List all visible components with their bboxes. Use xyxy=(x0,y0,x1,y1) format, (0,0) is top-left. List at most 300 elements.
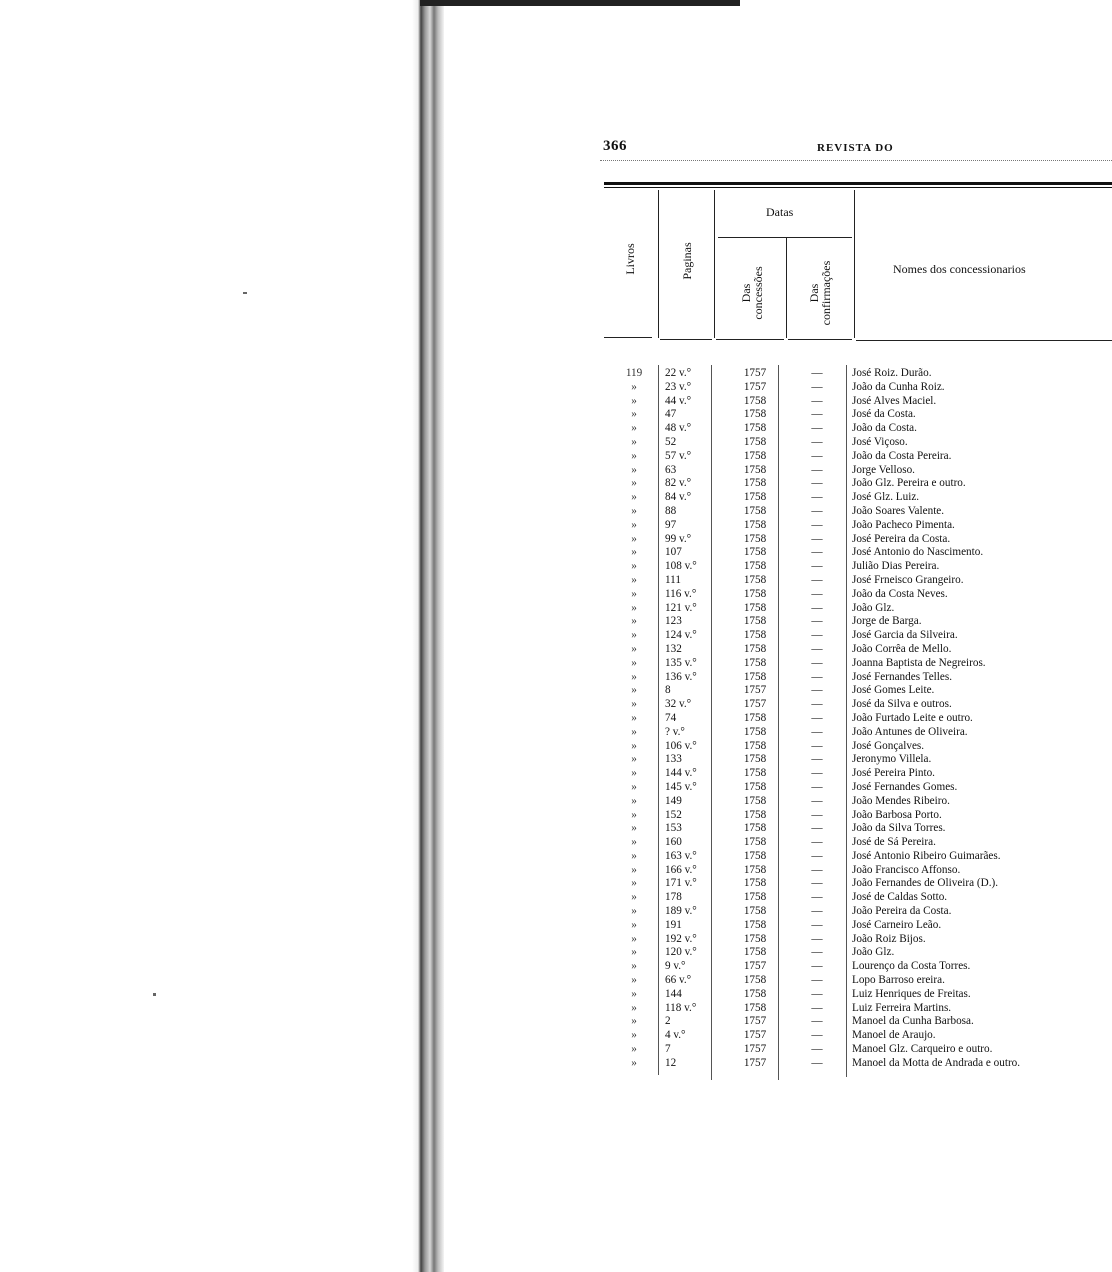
cell-concessao: 1758 xyxy=(743,546,767,559)
table-row xyxy=(610,657,1110,671)
cell-confirmacao: — xyxy=(811,408,823,421)
table-row xyxy=(610,712,1110,726)
cell-pagina: 48 v.° xyxy=(665,422,692,435)
cell-pagina: 97 xyxy=(665,518,677,531)
table-row xyxy=(610,671,1110,685)
cell-confirmacao: — xyxy=(811,1001,823,1014)
table-row xyxy=(610,795,1110,809)
cell-confirmacao: — xyxy=(811,532,823,545)
cell-livro: » xyxy=(631,918,637,931)
cell-pagina: 107 xyxy=(665,546,682,559)
cell-confirmacao: — xyxy=(811,1043,823,1056)
table-row xyxy=(610,367,1110,381)
cell-pagina: 12 xyxy=(665,1056,677,1069)
cell-nome: João Pereira da Costa. xyxy=(852,905,952,918)
table-row xyxy=(610,767,1110,781)
cell-pagina: 120 v.° xyxy=(665,946,697,959)
cell-nome: José Fernandes Telles. xyxy=(852,670,952,683)
cell-nome: João da Costa Pereira. xyxy=(852,449,952,462)
cell-confirmacao: — xyxy=(811,435,823,448)
header-nomes: Nomes dos concessionarios xyxy=(893,262,1026,276)
cell-livro: » xyxy=(631,518,637,531)
cell-concessao: 1757 xyxy=(743,1043,767,1056)
cell-livro: » xyxy=(631,891,637,904)
cell-concessao: 1758 xyxy=(743,601,767,614)
cell-nome: José Fernandes Gomes. xyxy=(852,780,958,793)
cell-pagina: 124 v.° xyxy=(665,629,697,642)
header-rule xyxy=(600,160,1112,161)
cell-concessao: 1758 xyxy=(743,656,767,669)
table-row xyxy=(610,1015,1110,1029)
book-gutter xyxy=(412,0,444,1272)
cell-nome: José de Sá Pereira. xyxy=(852,836,936,849)
table-row xyxy=(610,684,1110,698)
cell-confirmacao: — xyxy=(811,504,823,517)
cell-confirmacao: — xyxy=(811,601,823,614)
cell-livro: » xyxy=(631,849,637,862)
cell-nome: João Mendes Ribeiro. xyxy=(852,794,950,807)
cell-concessao: 1758 xyxy=(743,422,767,435)
table-row xyxy=(610,905,1110,919)
left-blank-page xyxy=(0,0,420,1272)
cell-concessao: 1758 xyxy=(743,532,767,545)
cell-pagina: 145 v.° xyxy=(665,780,697,793)
cell-livro: » xyxy=(631,435,637,448)
cell-livro: » xyxy=(631,987,637,1000)
cell-livro: » xyxy=(631,656,637,669)
cell-nome: João Soares Valente. xyxy=(852,504,945,517)
table-row xyxy=(610,822,1110,836)
cell-concessao: 1758 xyxy=(743,573,767,586)
table-row xyxy=(610,615,1110,629)
cell-pagina: 63 xyxy=(665,463,677,476)
cell-concessao: 1758 xyxy=(743,518,767,531)
cell-nome: José Pereira Pinto. xyxy=(852,767,935,780)
table-row xyxy=(610,588,1110,602)
cell-confirmacao: — xyxy=(811,587,823,600)
cell-nome: Jorge de Barga. xyxy=(852,615,922,628)
cell-confirmacao: — xyxy=(811,946,823,959)
cell-pagina: 191 xyxy=(665,918,682,931)
cell-livro: » xyxy=(631,670,637,683)
cell-nome: José da Silva e outros. xyxy=(852,698,952,711)
cell-concessao: 1758 xyxy=(743,808,767,821)
cell-pagina: 74 xyxy=(665,711,677,724)
table-row xyxy=(610,602,1110,616)
cell-livro: » xyxy=(631,394,637,407)
page-number: 366 xyxy=(603,138,627,154)
cell-confirmacao: — xyxy=(811,656,823,669)
table-row xyxy=(610,781,1110,795)
cell-pagina: 133 xyxy=(665,753,682,766)
cell-confirmacao: — xyxy=(811,518,823,531)
table-row xyxy=(610,477,1110,491)
table-row xyxy=(610,629,1110,643)
cell-concessao: 1758 xyxy=(743,780,767,793)
table-row xyxy=(610,1029,1110,1043)
cell-livro: » xyxy=(631,463,637,476)
cell-livro: » xyxy=(631,408,637,421)
cell-pagina: 160 xyxy=(665,836,682,849)
cell-pagina: 163 v.° xyxy=(665,849,697,862)
cell-nome: João Furtado Leite e outro. xyxy=(852,711,973,724)
cell-nome: João Antunes de Oliveira. xyxy=(852,725,968,738)
cell-confirmacao: — xyxy=(811,767,823,780)
cell-concessao: 1757 xyxy=(743,698,767,711)
cell-concessao: 1758 xyxy=(743,905,767,918)
cell-confirmacao: — xyxy=(811,615,823,628)
cell-livro: » xyxy=(631,974,637,987)
cell-nome: José Pereira da Costa. xyxy=(852,532,951,545)
cell-nome: José Carneiro Leão. xyxy=(852,918,942,931)
cell-livro: » xyxy=(631,711,637,724)
header-bottom-rule xyxy=(660,339,712,340)
table-row xyxy=(610,1043,1110,1057)
cell-concessao: 1758 xyxy=(743,849,767,862)
column-rule xyxy=(786,238,787,338)
table-row xyxy=(610,974,1110,988)
table-row xyxy=(610,960,1110,974)
cell-concessao: 1757 xyxy=(743,380,767,393)
table-row xyxy=(610,464,1110,478)
cell-concessao: 1758 xyxy=(743,587,767,600)
cell-concessao: 1758 xyxy=(743,739,767,752)
cell-nome: Joanna Baptista de Negreiros. xyxy=(852,656,986,669)
cell-concessao: 1758 xyxy=(743,987,767,1000)
cell-concessao: 1758 xyxy=(743,753,767,766)
header-das-concessoes: Das concessões xyxy=(739,266,765,320)
cell-confirmacao: — xyxy=(811,573,823,586)
cell-livro: » xyxy=(631,504,637,517)
cell-livro: » xyxy=(631,877,637,890)
cell-pagina: 22 v.° xyxy=(665,367,692,379)
cell-confirmacao: — xyxy=(811,753,823,766)
paper-speck xyxy=(243,292,247,294)
cell-concessao: 1758 xyxy=(743,822,767,835)
book-gutter-shadow xyxy=(420,0,740,6)
table-row xyxy=(610,740,1110,754)
table-row xyxy=(610,436,1110,450)
table-row xyxy=(610,422,1110,436)
cell-pagina: 9 v.° xyxy=(665,960,686,973)
cell-confirmacao: — xyxy=(811,794,823,807)
table-row xyxy=(610,533,1110,547)
cell-nome: João Glz. Pereira e outro. xyxy=(852,477,966,490)
cell-livro: » xyxy=(631,767,637,780)
running-head: REVISTA DO xyxy=(817,142,894,154)
cell-pagina: 144 v.° xyxy=(665,767,697,780)
cell-livro: » xyxy=(631,753,637,766)
cell-confirmacao: — xyxy=(811,670,823,683)
cell-nome: Lourenço da Costa Torres. xyxy=(852,960,971,973)
cell-nome: Jeronymo Villela. xyxy=(852,753,932,766)
cell-nome: José Alves Maciel. xyxy=(852,394,937,407)
cell-nome: José Viçoso. xyxy=(852,435,908,448)
column-rule xyxy=(658,190,659,338)
cell-livro: » xyxy=(631,1029,637,1042)
cell-pagina: 4 v.° xyxy=(665,1029,686,1042)
cell-confirmacao: — xyxy=(811,960,823,973)
cell-nome: José Gomes Leite. xyxy=(852,684,935,697)
table-row xyxy=(610,450,1110,464)
cell-confirmacao: — xyxy=(811,463,823,476)
cell-nome: João Glz. xyxy=(852,946,895,959)
cell-livro: » xyxy=(631,615,637,628)
table-row xyxy=(610,519,1110,533)
cell-livro: » xyxy=(631,560,637,573)
cell-confirmacao: — xyxy=(811,422,823,435)
cell-concessao: 1757 xyxy=(743,367,767,379)
cell-nome: Luiz Ferreira Martins. xyxy=(852,1001,952,1014)
cell-livro: » xyxy=(631,960,637,973)
cell-nome: Manoel de Araujo. xyxy=(852,1029,936,1042)
cell-concessao: 1758 xyxy=(743,435,767,448)
cell-livro: » xyxy=(631,932,637,945)
cell-nome: Jorge Velloso. xyxy=(852,463,915,476)
table-body xyxy=(610,367,1110,1071)
cell-pagina: 23 v.° xyxy=(665,380,692,393)
table-row xyxy=(610,919,1110,933)
cell-confirmacao: — xyxy=(811,780,823,793)
cell-concessao: 1758 xyxy=(743,629,767,642)
cell-confirmacao: — xyxy=(811,987,823,1000)
table-row xyxy=(610,698,1110,712)
table-row xyxy=(610,946,1110,960)
cell-nome: João Roiz Bijos. xyxy=(852,932,926,945)
cell-pagina: 132 xyxy=(665,642,682,655)
cell-nome: Luiz Henriques de Freitas. xyxy=(852,987,971,1000)
cell-pagina: 32 v.° xyxy=(665,698,692,711)
header-bottom-rule xyxy=(856,340,1112,341)
cell-livro: » xyxy=(631,822,637,835)
table-row xyxy=(610,1002,1110,1016)
cell-confirmacao: — xyxy=(811,808,823,821)
cell-livro: » xyxy=(631,1015,637,1028)
cell-pagina: 106 v.° xyxy=(665,739,697,752)
cell-pagina: 118 v.° xyxy=(665,1001,697,1014)
cell-confirmacao: — xyxy=(811,863,823,876)
cell-livro: » xyxy=(631,1056,637,1069)
cell-confirmacao: — xyxy=(811,849,823,862)
cell-pagina: 171 v.° xyxy=(665,877,697,890)
cell-confirmacao: — xyxy=(811,932,823,945)
cell-concessao: 1758 xyxy=(743,794,767,807)
cell-concessao: 1758 xyxy=(743,891,767,904)
table-row xyxy=(610,877,1110,891)
cell-pagina: 178 xyxy=(665,891,682,904)
cell-livro: » xyxy=(631,946,637,959)
cell-livro: » xyxy=(631,422,637,435)
cell-concessao: 1758 xyxy=(743,463,767,476)
header-livros: Livros xyxy=(623,243,637,275)
cell-livro: » xyxy=(631,587,637,600)
table-row xyxy=(610,864,1110,878)
cell-concessao: 1758 xyxy=(743,642,767,655)
cell-confirmacao: — xyxy=(811,698,823,711)
cell-nome: João da Costa Neves. xyxy=(852,587,948,600)
cell-livro: 119 xyxy=(625,367,643,379)
cell-pagina: 57 v.° xyxy=(665,449,692,462)
cell-pagina: 88 xyxy=(665,504,677,517)
cell-livro: » xyxy=(631,725,637,738)
cell-nome: José Frneisco Grangeiro. xyxy=(852,573,964,586)
cell-concessao: 1758 xyxy=(743,974,767,987)
cell-confirmacao: — xyxy=(811,546,823,559)
cell-nome: João Glz. xyxy=(852,601,895,614)
cell-confirmacao: — xyxy=(811,1015,823,1028)
cell-livro: » xyxy=(631,1043,637,1056)
table-row xyxy=(610,850,1110,864)
cell-nome: José Gonçalves. xyxy=(852,739,925,752)
cell-confirmacao: — xyxy=(811,449,823,462)
cell-confirmacao: — xyxy=(811,905,823,918)
cell-livro: » xyxy=(631,642,637,655)
cell-confirmacao: — xyxy=(811,1056,823,1069)
cell-confirmacao: — xyxy=(811,918,823,931)
cell-livro: » xyxy=(631,780,637,793)
cell-livro: » xyxy=(631,836,637,849)
table-top-rule xyxy=(604,182,1112,188)
cell-livro: » xyxy=(631,808,637,821)
cell-livro: » xyxy=(631,684,637,697)
cell-concessao: 1758 xyxy=(743,1001,767,1014)
cell-confirmacao: — xyxy=(811,367,823,379)
cell-concessao: 1757 xyxy=(743,1056,767,1069)
cell-pagina: 116 v.° xyxy=(665,587,697,600)
header-das-confirmacoes: Das confirmações xyxy=(807,260,833,326)
cell-pagina: 108 v.° xyxy=(665,560,697,573)
table-row xyxy=(610,1057,1110,1071)
cell-concessao: 1758 xyxy=(743,491,767,504)
header-bottom-rule xyxy=(604,337,652,338)
cell-concessao: 1758 xyxy=(743,394,767,407)
cell-concessao: 1758 xyxy=(743,877,767,890)
cell-concessao: 1758 xyxy=(743,670,767,683)
cell-concessao: 1757 xyxy=(743,1029,767,1042)
cell-nome: Manoel da Motta de Andrada e outro. xyxy=(852,1056,1021,1069)
cell-nome: José Glz. Luiz. xyxy=(852,491,920,504)
cell-confirmacao: — xyxy=(811,1029,823,1042)
header-datas: Datas xyxy=(766,205,794,219)
cell-concessao: 1758 xyxy=(743,449,767,462)
cell-nome: José da Costa. xyxy=(852,408,916,421)
table-row xyxy=(610,933,1110,947)
cell-pagina: 47 xyxy=(665,408,677,421)
table-row xyxy=(610,408,1110,422)
table-row xyxy=(610,505,1110,519)
cell-pagina: 152 xyxy=(665,808,682,821)
cell-pagina: 121 v.° xyxy=(665,601,697,614)
cell-concessao: 1758 xyxy=(743,767,767,780)
cell-pagina: 149 xyxy=(665,794,682,807)
cell-confirmacao: — xyxy=(811,642,823,655)
cell-concessao: 1758 xyxy=(743,477,767,490)
cell-pagina: 2 xyxy=(665,1015,671,1028)
table-row xyxy=(610,381,1110,395)
cell-nome: Manoel Glz. Carqueiro e outro. xyxy=(852,1043,993,1056)
cell-pagina: 84 v.° xyxy=(665,491,692,504)
cell-confirmacao: — xyxy=(811,491,823,504)
table-row xyxy=(610,753,1110,767)
cell-nome: José Antonio Ribeiro Guimarães. xyxy=(852,849,1001,862)
cell-concessao: 1758 xyxy=(743,918,767,931)
cell-confirmacao: — xyxy=(811,739,823,752)
cell-nome: Lopo Barroso ereira. xyxy=(852,974,945,987)
table-row xyxy=(610,395,1110,409)
table-row xyxy=(610,491,1110,505)
cell-livro: » xyxy=(631,573,637,586)
cell-concessao: 1757 xyxy=(743,684,767,697)
cell-concessao: 1758 xyxy=(743,615,767,628)
cell-livro: » xyxy=(631,380,637,393)
cell-livro: » xyxy=(631,905,637,918)
cell-nome: João Pacheco Pimenta. xyxy=(852,518,955,531)
cell-nome: João Fernandes de Oliveira (D.). xyxy=(852,877,999,890)
cell-livro: » xyxy=(631,739,637,752)
cell-livro: » xyxy=(631,794,637,807)
datas-rule xyxy=(718,237,852,238)
column-rule xyxy=(714,190,715,338)
header-bottom-rule xyxy=(716,339,784,340)
cell-livro: » xyxy=(631,863,637,876)
cell-confirmacao: — xyxy=(811,877,823,890)
cell-concessao: 1758 xyxy=(743,504,767,517)
cell-concessao: 1758 xyxy=(743,408,767,421)
cell-livro: » xyxy=(631,449,637,462)
cell-pagina: 135 v.° xyxy=(665,656,697,669)
cell-confirmacao: — xyxy=(811,974,823,987)
cell-confirmacao: — xyxy=(811,380,823,393)
table-row xyxy=(610,891,1110,905)
cell-livro: » xyxy=(631,698,637,711)
table-row xyxy=(610,726,1110,740)
cell-nome: João Corrêa de Mello. xyxy=(852,642,952,655)
cell-livro: » xyxy=(631,601,637,614)
table-row xyxy=(610,560,1110,574)
cell-pagina: 52 xyxy=(665,435,677,448)
cell-nome: João da Silva Torres. xyxy=(852,822,946,835)
table-row xyxy=(610,836,1110,850)
table-row xyxy=(610,574,1110,588)
cell-confirmacao: — xyxy=(811,629,823,642)
cell-pagina: 166 v.° xyxy=(665,863,697,876)
cell-nome: João Barbosa Porto. xyxy=(852,808,942,821)
cell-concessao: 1758 xyxy=(743,932,767,945)
cell-livro: » xyxy=(631,477,637,490)
cell-pagina: 136 v.° xyxy=(665,670,697,683)
cell-nome: José Roiz. Durão. xyxy=(852,367,932,379)
cell-confirmacao: — xyxy=(811,891,823,904)
cell-livro: » xyxy=(631,629,637,642)
table-row xyxy=(610,546,1110,560)
paper-speck xyxy=(153,993,156,996)
cell-pagina: 8 xyxy=(665,684,671,697)
cell-confirmacao: — xyxy=(811,836,823,849)
cell-nome: João da Cunha Roiz. xyxy=(852,380,945,393)
cell-nome: José de Caldas Sotto. xyxy=(852,891,948,904)
cell-concessao: 1757 xyxy=(743,1015,767,1028)
cell-livro: » xyxy=(631,546,637,559)
cell-pagina: 153 xyxy=(665,822,682,835)
cell-pagina: 111 xyxy=(665,573,681,586)
cell-pagina: 66 v.° xyxy=(665,974,692,987)
cell-concessao: 1758 xyxy=(743,946,767,959)
cell-pagina: 144 xyxy=(665,987,682,1000)
cell-nome: Manoel da Cunha Barbosa. xyxy=(852,1015,974,1028)
cell-livro: » xyxy=(631,1001,637,1014)
cell-confirmacao: — xyxy=(811,560,823,573)
cell-confirmacao: — xyxy=(811,725,823,738)
